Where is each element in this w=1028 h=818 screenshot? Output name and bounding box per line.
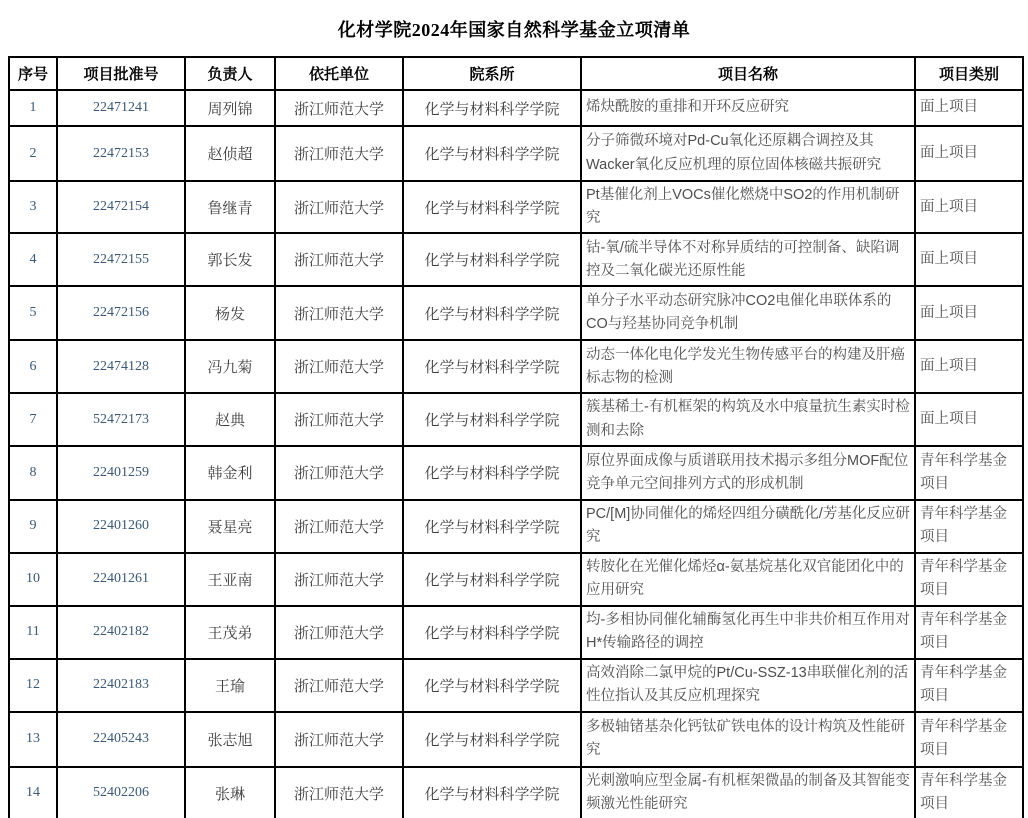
cell-grant-number: 22401261 — [57, 553, 185, 606]
header-institution: 依托单位 — [275, 57, 403, 90]
cell-institution: 浙江师范大学 — [275, 767, 403, 818]
table-row — [9, 659, 1023, 712]
cell-institution: 浙江师范大学 — [275, 181, 403, 233]
cell-project-name: PC/[M]协同催化的烯烃四组分磺酰化/芳基化反应研究 — [581, 500, 915, 553]
cell-project-name: 钴-氧/硫半导体不对称异质结的可控制备、缺陷调控及二氧化碳光还原性能 — [581, 233, 915, 286]
cell-institution: 浙江师范大学 — [275, 606, 403, 659]
cell-principal-investigator: 聂星亮 — [185, 500, 275, 553]
table-row — [9, 446, 1023, 500]
cell-department: 化学与材料科学学院 — [403, 659, 581, 712]
cell-project-category: 面上项目 — [915, 393, 1023, 445]
cell-institution: 浙江师范大学 — [275, 233, 403, 286]
cell-project-category: 青年科学基金项目 — [915, 446, 1023, 500]
table-row — [9, 90, 1023, 126]
cell-department: 化学与材料科学学院 — [403, 553, 581, 606]
cell-serial-number: 7 — [9, 393, 57, 445]
cell-serial-number: 11 — [9, 606, 57, 659]
cell-grant-number: 22474128 — [57, 340, 185, 393]
cell-department: 化学与材料科学学院 — [403, 233, 581, 286]
cell-project-category: 青年科学基金项目 — [915, 767, 1023, 818]
cell-institution: 浙江师范大学 — [275, 553, 403, 606]
cell-serial-number: 12 — [9, 659, 57, 712]
cell-institution: 浙江师范大学 — [275, 340, 403, 393]
cell-department: 化学与材料科学学院 — [403, 393, 581, 445]
cell-serial-number: 4 — [9, 233, 57, 286]
cell-institution: 浙江师范大学 — [275, 286, 403, 340]
cell-grant-number: 22402183 — [57, 659, 185, 712]
cell-project-name: 均-多相协同催化辅酶氢化再生中非共价相互作用对H*传输路径的调控 — [581, 606, 915, 659]
cell-grant-number: 22472153 — [57, 126, 185, 181]
cell-department: 化学与材料科学学院 — [403, 767, 581, 818]
cell-principal-investigator: 王瑜 — [185, 659, 275, 712]
cell-institution: 浙江师范大学 — [275, 712, 403, 767]
cell-principal-investigator: 周列锦 — [185, 90, 275, 126]
cell-principal-investigator: 郭长发 — [185, 233, 275, 286]
cell-institution: 浙江师范大学 — [275, 126, 403, 181]
cell-grant-number: 22402182 — [57, 606, 185, 659]
cell-project-name: 分子筛微环境对Pd-Cu氧化还原耦合调控及其Wacker氧化反应机理的原位固体核磁共振研究 — [581, 126, 915, 181]
cell-serial-number: 10 — [9, 553, 57, 606]
table-row — [9, 553, 1023, 606]
cell-project-category: 面上项目 — [915, 181, 1023, 233]
cell-department: 化学与材料科学学院 — [403, 181, 581, 233]
cell-principal-investigator: 张志旭 — [185, 712, 275, 767]
cell-project-category: 面上项目 — [915, 90, 1023, 126]
table-header-row — [9, 57, 1023, 90]
cell-department: 化学与材料科学学院 — [403, 712, 581, 767]
cell-institution: 浙江师范大学 — [275, 500, 403, 553]
cell-project-name: 多极轴锗基杂化钙钛矿铁电体的设计构筑及性能研究 — [581, 712, 915, 767]
cell-principal-investigator: 赵典 — [185, 393, 275, 445]
cell-project-name: Pt基催化剂上VOCs催化燃烧中SO2的作用机制研究 — [581, 181, 915, 233]
cell-serial-number: 1 — [9, 90, 57, 126]
cell-department: 化学与材料科学学院 — [403, 90, 581, 126]
cell-grant-number: 52472173 — [57, 393, 185, 445]
cell-department: 化学与材料科学学院 — [403, 286, 581, 340]
cell-principal-investigator: 张琳 — [185, 767, 275, 818]
cell-project-category: 面上项目 — [915, 126, 1023, 181]
grant-list-table — [8, 56, 1024, 818]
table-row — [9, 606, 1023, 659]
cell-grant-number: 22472156 — [57, 286, 185, 340]
table-row — [9, 340, 1023, 393]
cell-project-name: 烯炔酰胺的重排和开环反应研究 — [581, 90, 915, 126]
cell-grant-number: 22471241 — [57, 90, 185, 126]
cell-institution: 浙江师范大学 — [275, 393, 403, 445]
cell-project-name: 光刺激响应型金属-有机框架微晶的制备及其智能变频激光性能研究 — [581, 767, 915, 818]
cell-institution: 浙江师范大学 — [275, 659, 403, 712]
cell-project-category: 青年科学基金项目 — [915, 659, 1023, 712]
header-grant-number: 项目批准号 — [57, 57, 185, 90]
table-row — [9, 712, 1023, 767]
cell-principal-investigator: 冯九菊 — [185, 340, 275, 393]
cell-project-category: 青年科学基金项目 — [915, 500, 1023, 553]
cell-grant-number: 52402206 — [57, 767, 185, 818]
cell-department: 化学与材料科学学院 — [403, 606, 581, 659]
cell-grant-number: 22405243 — [57, 712, 185, 767]
cell-principal-investigator: 韩金利 — [185, 446, 275, 500]
cell-grant-number: 22472154 — [57, 181, 185, 233]
table-row — [9, 767, 1023, 818]
cell-project-category: 面上项目 — [915, 233, 1023, 286]
header-department: 院系所 — [403, 57, 581, 90]
cell-principal-investigator: 鲁继青 — [185, 181, 275, 233]
cell-department: 化学与材料科学学院 — [403, 340, 581, 393]
cell-grant-number: 22401259 — [57, 446, 185, 500]
table-body — [9, 90, 1023, 818]
cell-principal-investigator: 王茂弟 — [185, 606, 275, 659]
cell-institution: 浙江师范大学 — [275, 446, 403, 500]
cell-grant-number: 22401260 — [57, 500, 185, 553]
cell-institution: 浙江师范大学 — [275, 90, 403, 126]
cell-department: 化学与材料科学学院 — [403, 126, 581, 181]
table-row — [9, 126, 1023, 181]
table-row — [9, 233, 1023, 286]
table-row — [9, 393, 1023, 445]
cell-project-category: 青年科学基金项目 — [915, 712, 1023, 767]
cell-principal-investigator: 杨发 — [185, 286, 275, 340]
cell-project-name: 高效消除二氯甲烷的Pt/Cu-SSZ-13串联催化剂的活性位指认及其反应机理探究 — [581, 659, 915, 712]
cell-principal-investigator: 赵侦超 — [185, 126, 275, 181]
cell-serial-number: 9 — [9, 500, 57, 553]
cell-serial-number: 3 — [9, 181, 57, 233]
cell-project-category: 面上项目 — [915, 340, 1023, 393]
cell-project-category: 青年科学基金项目 — [915, 553, 1023, 606]
cell-project-name: 转胺化在光催化烯烃α-氨基烷基化双官能团化中的应用研究 — [581, 553, 915, 606]
cell-project-name: 簇基稀土-有机框架的构筑及水中痕量抗生素实时检测和去除 — [581, 393, 915, 445]
cell-project-category: 面上项目 — [915, 286, 1023, 340]
cell-serial-number: 13 — [9, 712, 57, 767]
page-title: 化材学院2024年国家自然科学基金立项清单 — [337, 20, 691, 40]
cell-grant-number: 22472155 — [57, 233, 185, 286]
cell-serial-number: 6 — [9, 340, 57, 393]
cell-department: 化学与材料科学学院 — [403, 500, 581, 553]
cell-project-name: 单分子水平动态研究脉冲CO2电催化串联体系的CO与羟基协同竞争机制 — [581, 286, 915, 340]
header-project-name: 项目名称 — [581, 57, 915, 90]
header-category: 项目类别 — [915, 57, 1023, 90]
table-row — [9, 286, 1023, 340]
cell-serial-number: 2 — [9, 126, 57, 181]
cell-serial-number: 8 — [9, 446, 57, 500]
cell-project-name: 动态一体化电化学发光生物传感平台的构建及肝癌标志物的检测 — [581, 340, 915, 393]
cell-serial-number: 5 — [9, 286, 57, 340]
header-pi: 负责人 — [185, 57, 275, 90]
cell-project-category: 青年科学基金项目 — [915, 606, 1023, 659]
cell-serial-number: 14 — [9, 767, 57, 818]
table-row — [9, 500, 1023, 553]
table-row — [9, 181, 1023, 233]
cell-department: 化学与材料科学学院 — [403, 446, 581, 500]
cell-project-name: 原位界面成像与质谱联用技术揭示多组分MOF配位竞争单元空间排列方式的形成机制 — [581, 446, 915, 500]
cell-principal-investigator: 王亚南 — [185, 553, 275, 606]
header-serial: 序号 — [9, 57, 57, 90]
